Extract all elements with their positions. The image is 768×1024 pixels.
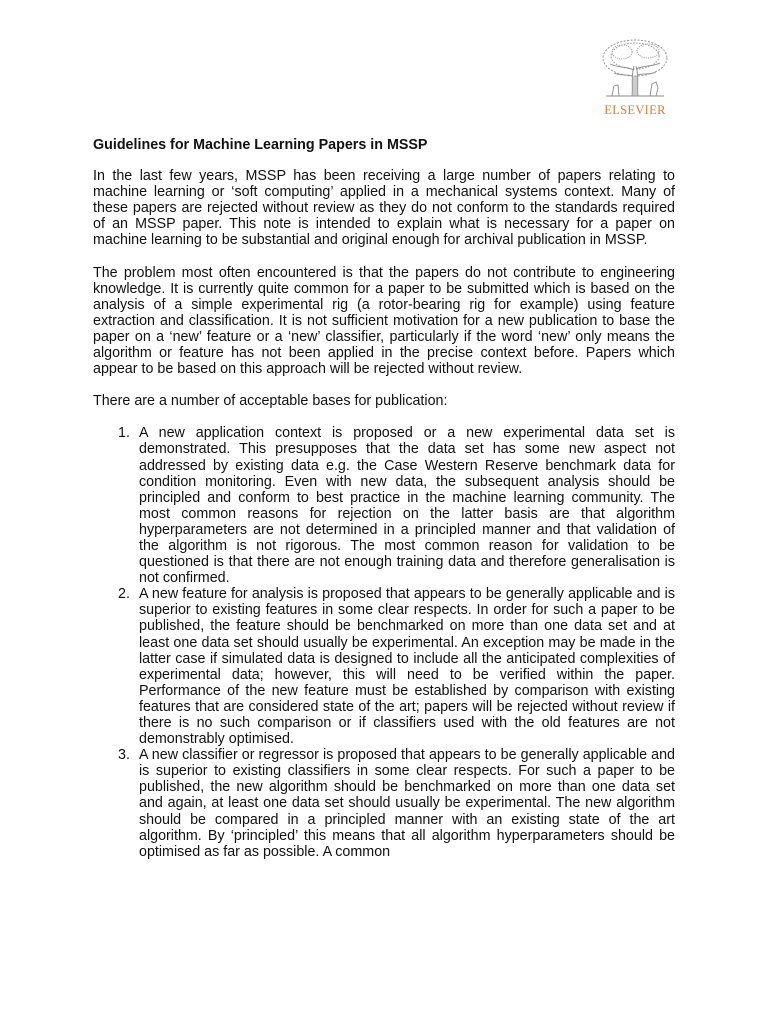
- logo-wordmark: ELSEVIER: [604, 103, 666, 117]
- list-item-text: A new classifier or regressor is proposed that appears to be generally applicable and is superior to existing classifiers in some clear respects. For such a paper to be published, the new algorithm should be benchmarked on more than one data set and again, at least one data set should usually be experimental. The new algorithm should be compared in a principled manner with an existing state of the art algorithm. By ‘principled’ this means that all algorithm hyperparameters should be optimised as far as possible. A common: [139, 747, 675, 860]
- paragraph-problem: The problem most often encountered is that the papers do not contribute to engineering knowledge. It is currently quite common for a paper to be submitted which is based on the analysis of a simple experimental rig (a rotor-bearing rig for example) using feature extraction and classification. It is not sufficient motivation for a new publication to base the paper on a ‘new’ feature or a ‘new’ classifier, particularly if the word ‘new’ only means the algorithm or feature has not been applied in the precise context before. Papers which appear to be based on this approach will be rejected without review.: [93, 264, 675, 378]
- list-item-number: 1.: [118, 425, 130, 442]
- tree-icon: [592, 36, 678, 102]
- list-item: [93, 747, 675, 860]
- list-item: [93, 425, 675, 586]
- paragraph-bases-intro: There are a number of acceptable bases for publication:: [93, 393, 448, 410]
- document-title: Guidelines for Machine Learning Papers in MSSP: [93, 137, 428, 153]
- list-item: [93, 586, 675, 747]
- document-body: [93, 137, 675, 860]
- publication-bases-list: [93, 425, 675, 860]
- elsevier-logo: [592, 36, 678, 122]
- list-item-number: 2.: [118, 586, 130, 603]
- paragraph-intro: In the last few years, MSSP has been receiving a large number of papers relating to machine learning or ‘soft computing’ applied in a mechanical systems context. Many of these papers are rejected without review as they do not conform to the standards required of an MSSP paper. This note is intended to explain what is necessary for a paper on machine learning to be substantial and original enough for archival publication in MSSP.: [93, 168, 675, 249]
- list-item-text: A new feature for analysis is proposed that appears to be generally applicable and is superior to existing features in some clear respects. In order for such a paper to be published, the feature should be benchmarked on more than one data set and at least one data set should usually be experimental. An exception may be made in the latter case if simulated data is designed to include all the anticipated complexities of experimental data; however, this will need to be verified within the paper. Performance of the new feature must be established by comparison with existing features that are considered state of the art; papers will be rejected without review if there is no such comparison or if classifiers used with the old features are not demonstrably optimised.: [139, 586, 675, 748]
- list-item-number: 3.: [118, 747, 130, 764]
- list-item-text: A new application context is proposed or a new experimental data set is demonstrated. This presupposes that the data set has some new aspect not addressed by existing data e.g. the Case Western Reserve benchmark data for condition monitoring. Even with new data, the subsequent analysis should be principled and conform to best practice in the machine learning community. The most common reasons for rejection on the latter basis are that algorithm hyperparameters are not determined in a principled manner and that validation of the algorithm is not rigorous. The most common reason for validation to be questioned is that there are not enough training data and therefore generalisation is not confirmed.: [139, 425, 675, 587]
